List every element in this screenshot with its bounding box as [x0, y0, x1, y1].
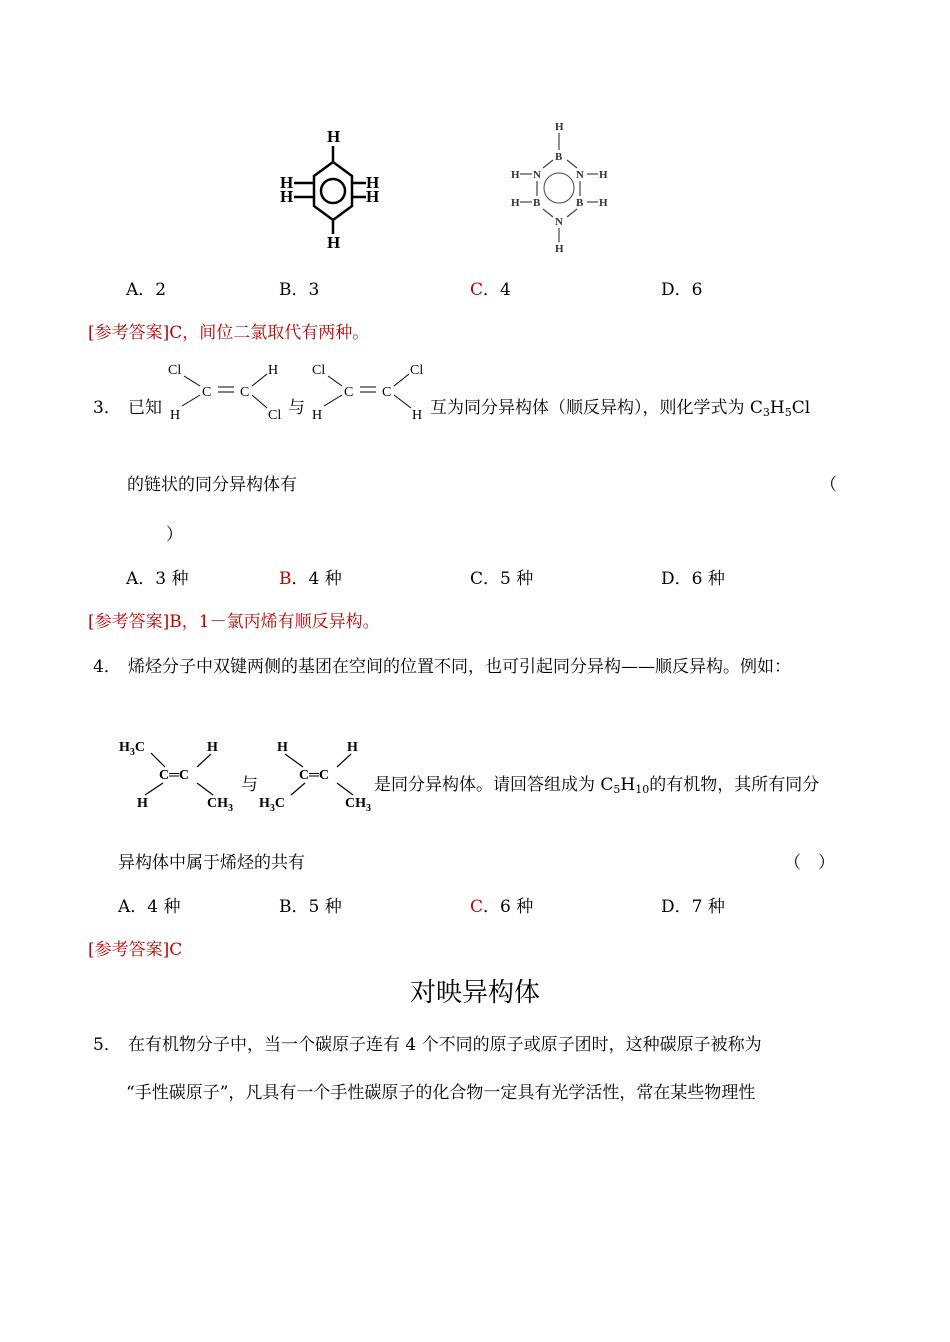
- q4-option-a[interactable]: A．4 种: [118, 897, 181, 917]
- atom-h: H: [268, 363, 279, 378]
- cis-chloropropene-molecule: [306, 358, 436, 428]
- group-h3c: $H_3C$: [259, 796, 286, 814]
- atom-h: H: [555, 243, 564, 255]
- atom-n: N: [533, 169, 541, 181]
- q2-option-b[interactable]: B．3: [279, 280, 320, 300]
- atom-h-bottom: H: [327, 233, 341, 252]
- atom-h: H: [555, 121, 564, 133]
- atom-b: B: [533, 197, 541, 209]
- borazine-molecule: [505, 115, 620, 260]
- atom-c: C: [344, 385, 354, 400]
- atom-h: H: [170, 408, 181, 423]
- atom-b: B: [555, 151, 563, 163]
- q3-option-a[interactable]: A．3 种: [126, 569, 189, 589]
- atom-h: H: [312, 408, 323, 423]
- q4-option-c[interactable]: C．6 种: [470, 897, 534, 917]
- q5-line1: 在有机物分子中，当一个碳原子连有 4 个不同的原子或原子团时，这种碳原子被称为: [128, 1035, 762, 1055]
- q3-paren-open: （: [820, 475, 837, 495]
- q2-answer: [参考答案]C，间位二氯取代有两种。: [88, 323, 370, 343]
- atom-h: H: [511, 197, 520, 209]
- atom-h-right-2: H: [366, 187, 380, 206]
- atom-cl: Cl: [168, 363, 182, 378]
- trans-chloropropene-molecule: [162, 358, 292, 428]
- atom-b: B: [576, 197, 584, 209]
- atom-h: H: [207, 740, 218, 755]
- q2-option-c[interactable]: C．4: [470, 280, 511, 300]
- atom-h: H: [347, 740, 358, 755]
- q3-option-c[interactable]: C．5 种: [470, 569, 534, 589]
- atom-c: C: [240, 385, 250, 400]
- group-ch3: $CH_3$: [345, 796, 371, 814]
- atom-h-right-1: H: [366, 173, 380, 192]
- q2-option-d[interactable]: D．6: [661, 280, 703, 300]
- double-bond-cc: C═C: [299, 768, 330, 783]
- q4-text: 烯烃分子中双键两侧的基团在空间的位置不同，也可引起同分异构——顺反异构。例如：: [128, 657, 791, 677]
- group-ch3: $CH_3$: [207, 796, 233, 814]
- atom-c: C: [202, 385, 212, 400]
- atom-n: N: [555, 216, 563, 228]
- q3-prefix: 已知: [128, 398, 162, 418]
- q3-paren-close: ）: [166, 525, 183, 545]
- q4-line2: 异构体中属于烯烃的共有: [118, 853, 305, 873]
- q3-answer: [参考答案]B，1－氯丙烯有顺反异构。: [88, 612, 380, 632]
- q4-number: 4．: [93, 657, 121, 677]
- atom-cl: Cl: [268, 408, 282, 423]
- q4-middle: 是同分异构体。请回答组成为 $C_5H_{10}$的有机物，其所有同分: [374, 775, 820, 796]
- atom-h: H: [511, 169, 520, 181]
- q5-line2: “手性碳原子”，凡具有一个手性碳原子的化合物一定具有光学活性，常在某些物理性: [126, 1083, 756, 1103]
- atom-h: H: [599, 197, 608, 209]
- double-bond-cc: C═C: [159, 768, 190, 783]
- atom-n: N: [576, 169, 584, 181]
- q3-option-d[interactable]: D．6 种: [661, 569, 725, 589]
- atom-c: C: [382, 385, 392, 400]
- q3-option-b[interactable]: B．4 种: [279, 569, 342, 589]
- atom-h: H: [599, 169, 608, 181]
- q4-option-b[interactable]: B．5 种: [279, 897, 342, 917]
- atom-h-left-1: H: [280, 173, 294, 192]
- q4-answer: [参考答案]C: [88, 940, 183, 960]
- trans-2-butene-molecule: [255, 733, 385, 818]
- q2-option-a[interactable]: A．2: [126, 280, 167, 300]
- atom-h: H: [412, 408, 423, 423]
- q5-number: 5．: [93, 1035, 121, 1055]
- atom-h-top: H: [327, 127, 341, 146]
- q3-line2: 的链状的同分异构体有: [127, 475, 297, 495]
- atom-cl: Cl: [312, 363, 326, 378]
- cis-2-butene-molecule: [115, 733, 245, 818]
- q3-number: 3．: [93, 398, 121, 418]
- benzene-like-molecule: [270, 120, 400, 255]
- q4-paren: （ ）: [784, 853, 835, 873]
- group-h3c: $H_3C$: [119, 740, 146, 758]
- atom-h-left-2: H: [280, 187, 294, 206]
- q4-connector: 与: [241, 775, 258, 795]
- q4-option-d[interactable]: D．7 种: [661, 897, 725, 917]
- q3-suffix: 互为同分异构体（顺反异构），则化学式为 $C_3H_5Cl$: [430, 398, 811, 419]
- atom-h: H: [137, 796, 148, 811]
- atom-h: H: [277, 740, 288, 755]
- q3-connector: 与: [288, 398, 305, 418]
- atom-cl: Cl: [410, 363, 424, 378]
- section-title: 对映异构体: [409, 978, 540, 1008]
